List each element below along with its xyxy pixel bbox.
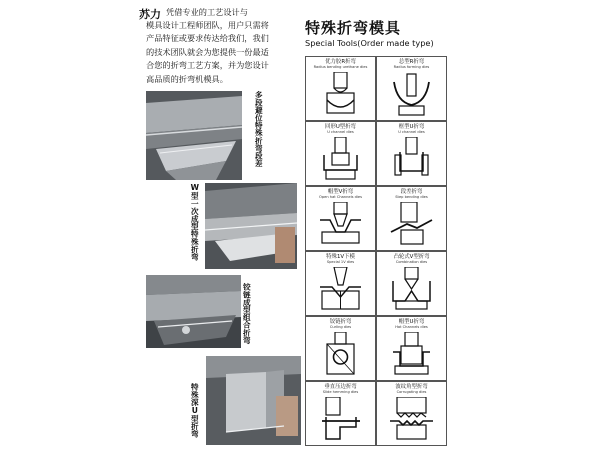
tool-title: 凸轮式V型折弯 [393, 254, 430, 260]
caption-w-bend: W型一次成型特殊折弯 [190, 183, 200, 261]
tool-title: 总型R折弯 [398, 59, 425, 65]
tool-diagram [316, 72, 365, 116]
tool-title: 铰链折弯 [329, 319, 352, 325]
tool-title: 优力胶R折弯 [325, 59, 356, 65]
tool-title: 特殊1V下模 [326, 254, 355, 260]
tool-subtitle: U channel dies [398, 130, 425, 134]
tool-title: 段差折弯 [400, 189, 423, 195]
tool-diagram [316, 202, 365, 246]
tool-title: 框型U折弯 [398, 124, 425, 130]
tool-diagram [316, 332, 365, 376]
tool-subtitle: Combination dies [395, 260, 428, 264]
tool-hat-channel [376, 316, 447, 381]
photo-hinge-bend-art [146, 275, 241, 348]
special-tools-subtitle: Special Tools(Order made type) [305, 38, 434, 48]
tool-diagram [316, 267, 365, 311]
tool-corrugating [376, 381, 447, 446]
tool-subtitle: Slide hemming dies [322, 390, 359, 394]
photo-deep-u-bend [206, 356, 301, 445]
brand-name: 苏力 [139, 8, 161, 21]
tool-subtitle: U channel dies [327, 130, 354, 134]
tool-open-hat [305, 186, 376, 251]
tool-radius-forming [376, 56, 447, 121]
tool-title: 回形U型折弯 [325, 124, 356, 130]
tool-title: 波纹角型折弯 [395, 384, 428, 390]
tool-radius-urethane [305, 56, 376, 121]
caption-hinge-bend: 铰链成型组合折弯 [242, 283, 252, 344]
tool-diagram [316, 137, 365, 181]
photo-hinge-bend [146, 275, 241, 348]
photo-multi-step-bend [146, 91, 242, 180]
special-tools-title: 特殊折弯模具 [305, 19, 402, 37]
intro-line-2: 模具设计工程师团队，用户只需将 [146, 20, 269, 30]
tool-subtitle: Special 1V dies [326, 260, 355, 264]
intro-line-3: 产品特征或要求传达给我们，我们 [146, 33, 269, 44]
tool-title: 帽型V折弯 [327, 189, 354, 195]
tool-subtitle: Hat Channels dies [395, 325, 428, 329]
tool-title: 帽型U折弯 [398, 319, 425, 325]
photo-multi-step-bend-art [146, 91, 242, 180]
tool-subtitle: Radius forming dies [393, 65, 430, 69]
intro-line-5: 合您的折弯工艺方案，并为您设计 [146, 60, 269, 71]
tool-subtitle: Radius bending urethane dies [313, 65, 368, 69]
intro-paragraph [166, 6, 296, 19]
tool-diagram [387, 332, 436, 376]
tool-special-1v [305, 251, 376, 316]
tool-curling [305, 316, 376, 381]
tool-subtitle: Corrugating dies [396, 390, 427, 394]
intro-paragraph-body [146, 19, 292, 86]
tool-diagram [316, 397, 365, 441]
tool-diagram [387, 72, 436, 116]
tool-slide-hemming [305, 381, 376, 446]
intro-line-4: 的技术团队就会为您提供一份最适 [146, 46, 269, 57]
tool-u-channel-1 [305, 121, 376, 186]
caption-deep-u-bend: 特殊深U型折弯 [190, 383, 200, 438]
tool-step-bending [376, 186, 447, 251]
tool-diagram [387, 267, 436, 311]
tool-subtitle: Curling dies [329, 325, 352, 329]
photo-w-bend-art [205, 183, 297, 269]
tool-subtitle: Open hat Channels dies [319, 195, 362, 199]
tool-diagram [387, 397, 436, 441]
tool-combination [376, 251, 447, 316]
photo-deep-u-bend-art [206, 356, 301, 445]
tools-grid [305, 56, 445, 447]
tool-diagram [387, 137, 436, 181]
intro-line-1: 凭借专业的工艺设计与 [166, 7, 248, 17]
tool-subtitle: Step bending dies [395, 195, 428, 199]
photo-w-bend [205, 183, 297, 269]
tool-title: 垂直压边折弯 [324, 384, 357, 390]
tool-u-channel-2 [376, 121, 447, 186]
tool-diagram [387, 202, 436, 246]
intro-line-6: 高品质的折弯机模具。 [146, 73, 228, 84]
caption-multi-step-bend: 多段避位特殊折弯段差 [254, 91, 264, 167]
